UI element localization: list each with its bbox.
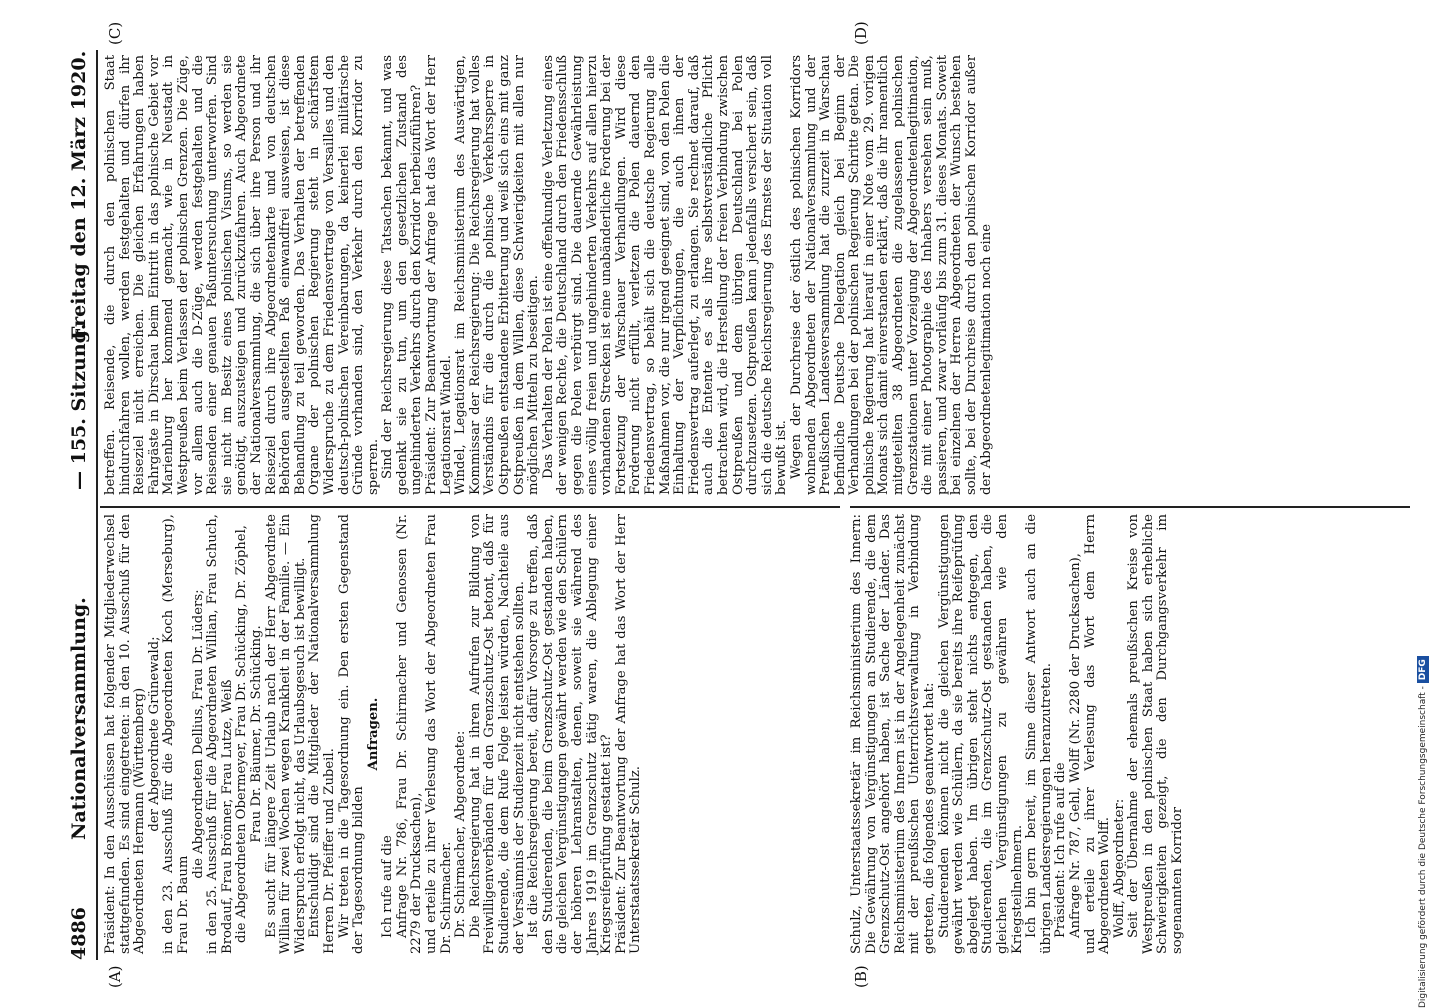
- paragraph: Anfrage Nr. 786, Frau Dr. Schirmacher und Genossen (Nr. 2279 der Drucksachen),: [394, 514, 425, 954]
- paragraph: der Abgeordnete Grünewald;: [146, 636, 162, 832]
- paragraph: betreffen. Reisende, die durch den polnischen Staat hindurchfahren wollen, werden festgehalten und dürfen ihr Reiseziel nicht erreichen. Die gleichen Erfahrungen haben Fahrgäste in Dirschau beim Eintritt in das polnische Gebiet vor Marienburg her kommend gemacht, wie in Neustadt in Westpreußen beim Verlassen der polnischen Grenzen. Die Züge, vor allem auch die D-Züge, werden festgehalten und die Reisenden einer genauen Paßuntersuchung unterworfen. Sind sie nicht im Besitz eines polnischen Visums, so werden sie genötigt, auszusteigen und zurückzufahren. Auch Abgeordnete der Nationalversammlung, die sich über ihre Person und ihr Reiseziel durch ihre Abgeordnetenkarte und von deutschen Behörden ausgestellten Paß einwandfrei ausweisen, ist diese Behandlung zu teil geworden. Das Verhalten der betreffenden Organe der polnischen Regierung steht in schärfstem Widerspruche zu dem Friedensvertrage von Versailles und den deutsch-polnischen Vereinbarungen, da keinerlei militärische Gründe vorhanden sind, den Verkehr durch den Korridor zu sperren.: [103, 55, 381, 495]
- paragraph: Präsident: In den Ausschüssen hat folgender Mitgliederwechsel stattgefunden. Es sind eingetreten: in den 10. Ausschuß für den Abgeordneten Hermann (Württemberg): [103, 514, 148, 954]
- digitization-credit: [1418, 538, 1428, 1008]
- speaker-line: Dr. Schirmacher, Abgeordnete:: [453, 730, 469, 938]
- paragraph: die Abgeordneten Obermeyer, Frau Dr. Schücking, Dr. Zöphel, Frau Dr. Bäumer, Dr. Schücking.: [234, 525, 264, 943]
- column-left-bottom: [850, 514, 1186, 954]
- paragraph: Schulz, Unterstaatssekretär im Reichsministerium des Innern: Die Gewährung von Vergünstigungen an Studierende, die dem Grenzschutz-Ost angehört haben, ist Sache der Länder. Das Reichsministerium des Innern ist in der Angelegenheit zunächst mit der preußischen Unterrichtsverwaltung in Verbindung getreten, die folgendes geantwortet hat:: [849, 514, 937, 954]
- paragraph: Präsident: Zur Beantwortung der Anfrage hat das Wort der Herr Legationsrat Windel.: [424, 55, 454, 495]
- dfg-logo: DFG: [1417, 656, 1429, 683]
- header-date: Freitag den 12. März 1920.: [68, 50, 90, 340]
- paragraph: Ich rufe auf die: [380, 835, 396, 938]
- paragraph: Präsident: Zur Beantwortung der Anfrage hat das Wort der Herr Unterstaatssekretär Schulz.: [613, 514, 644, 954]
- column-divider-top: [100, 506, 840, 508]
- margin-marker-a: (A): [106, 965, 124, 988]
- paragraph: Das Verhalten der Polen ist eine offenkundige Verletzung eines der wenigen Rechte, die Deutschland durch den Friedensschluß gegen die Polen verbürgt sind. Die dauernde Gewährleistung eines völlig freien und ungehinderten Verkehrs auf allen hierzu vorhandenen Strecken ist eine unabänderliche Forderung bei der Fortsetzung der Warschauer Verhandlungen. Wird diese Forderung nicht erfüllt, verletzen die Polen dauernd den Friedensvertrag, so behält sich die deutsche Regierung alle Maßnahmen vor, die nur irgend geeignet sind, von den Polen die Einhaltung der Verpflichtungen, die auch ihnen der Friedensvertrag auferlegt, zu erlangen. Sie rechnet darauf, daß auch die Entente es als ihre selbstverständliche Pflicht betrachten wird, die Herstellung der freien Verbindung zwischen Ostpreußen und dem übrigen Deutschland bei Polen durchzusetzen. Ostpreußen kann jedenfalls versichert sein, daß sich die deutsche Reichsregierung des Ernstes der Situation voll bewußt ist.: [540, 55, 790, 495]
- column-right: [104, 55, 994, 495]
- paragraph: Ich bin gern bereit, im Sinne dieser Antwort auch an die übrigen Landesregierungen heranzutreten.: [1024, 514, 1054, 954]
- section-heading: Anfragen.: [365, 697, 381, 771]
- credit-text: Digitalisierung gefördert durch die Deutsche Forschungsgemeinschaft -: [1418, 686, 1428, 1008]
- speaker-line: Wolff, Abgeordneter:: [1111, 798, 1127, 938]
- paragraph: die Abgeordneten Dellius, Frau Dr. Lüders;: [190, 589, 206, 879]
- margin-marker-b: (B): [852, 965, 870, 988]
- paragraph: in den 23. Ausschuß für die Abgeordneten Koch (Merseburg), Frau Dr. Baum: [161, 514, 191, 954]
- paragraph: Windel, Legationsrat im Reichsministerium des Auswärtigen, Kommissar der Reichsregierung: Die Reichsregierung hat volles Verständnis für die durch die polnische Verkehrssperre in Ostpreußen entstandene Erbitterung und weiß sich eins mit ganz Ostpreußen in dem Willen, diese Schwierigkeiten mit allen nur möglichen Mitteln zu beseitigen.: [453, 55, 542, 495]
- paragraph: Entschuldigt sind die Mitglieder der Nationalversammlung Herren Dr. Pfeiffer und Zubeil.: [307, 514, 337, 954]
- paragraph: Präsident: Ich rufe auf die: [1053, 762, 1069, 938]
- margin-marker-c: (C): [106, 21, 124, 45]
- paragraph: Es sucht für längere Zeit Urlaub nach der Herr Abgeordnete Willian für zwei Wochen wegen Krankheit in der Familie. — Ein Widerspruch erfolgt nicht, das Urlaubsgesuch ist bewilligt.: [263, 514, 308, 954]
- paragraph: Studierenden können nicht die gleichen Vergünstigungen gewährt werden wie Schülern, da sie bereits ihre Reifeprüfung abgelegt haben. Im übrigen steht nichts entgegen, den Studierenden, die im Grenzschutz-Ost gestanden haben, die gleichen Vergünstigungen zu gewähren wie den Kriegsteilnehmern.: [936, 514, 1025, 954]
- paragraph: Anfrage Nr. 787, Gehl, Wolff (Nr. 2280 der Drucksachen),: [1067, 553, 1083, 938]
- column-divider-bottom: [850, 506, 1410, 508]
- paragraph: und erteile zu ihrer Verlesung das Wort der Abgeordneten Frau Dr. Schirmacher.: [424, 514, 454, 954]
- paragraph: Wegen der Durchreise der östlich des polnischen Korridors wohnenden Abgeordneten der Nationalversammlung und der Preußischen Landesversammlung hat die zurzeit in Warschau befindliche Deutsche Delegation gleich bei Beginn der Verhandlungen bei der polnischen Regierung Schritte getan. Die polnische Regierung hat hierauf in einer Note vom 29. vorigen Monats sich damit einverstanden erklärt, daß die ihr namentlich mitgeteilten 38 Abgeordneten die zugelassenen polnischen Grenzstationen unter Vorzeigung der Abgeordnetenlegitimation, die mit einer Photographie des Inhabers versehen sein muß, passieren, und zwar vorläufig bis zum 31. dieses Monats. Soweit bei einzelnen der Herren Abgeordneten der Wunsch bestehen sollte, bei der Durchreise durch den polnischen Korridor außer der Abgeordnetenlegitimation noch eine: [788, 55, 994, 495]
- paragraph: Wir treten in die Tagesordnung ein. Den ersten Gegenstand der Tagesordnung bilden: [336, 514, 367, 954]
- header-title: Nationalversammlung.: [68, 597, 90, 840]
- column-left-top: [104, 514, 644, 954]
- page-header: [60, 50, 100, 960]
- header-rule: [96, 50, 98, 960]
- paragraph: in den 25. Ausschuß für die Abgeordneten Willian, Frau Schuch, Brodauf, Frau Brönner, Frau Lutze, Weiß: [205, 514, 235, 954]
- page-number: 4886: [68, 907, 90, 960]
- paragraph: und erteile zu ihrer Verlesung das Wort dem Herrn Abgeordneten Wolff.: [1082, 514, 1113, 954]
- paragraph: Ist die Reichsregierung bereit, dafür Vorsorge zu treffen, daß den Studierenden, die beim Grenzschutz-Ost gestanden haben, die gleichen Vergünstigungen gewährt werden wie den Schülern der höheren Lehranstalten, denen, soweit sie während des Jahres 1919 im Grenzschutz tätig waren, die Ablegung einer Kriegsreifeprüfung gestattet ist?: [526, 514, 615, 954]
- paragraph: Seit der Übernahme der ehemals preußischen Kreise von Westpreußen in den polnischen Staat haben sich erhebliche Schwierigkeiten gezeigt, die den Durchgangsverkehr im sogenannten Korridor: [1126, 514, 1186, 954]
- header-session: — 155. Sitzung.: [68, 323, 90, 490]
- margin-marker-d: (D): [852, 21, 870, 45]
- paragraph: Die Reichsregierung hat in ihren Aufrufen zur Bildung von Freiwilligenverbänden für den Grenzschutz-Ost betont, daß für Studierende, die dem Rufe Folge leisten würden, Nachteile aus der Versäumnis der Studienzeit nicht entstehen sollten.: [467, 514, 527, 954]
- paragraph: Sind der Reichsregierung diese Tatsachen bekannt, und was gedenkt sie zu tun, um den gesetzlichen Zustand des ungehinderten Verkehrs durch den Korridor herbeizuführen?: [380, 55, 425, 495]
